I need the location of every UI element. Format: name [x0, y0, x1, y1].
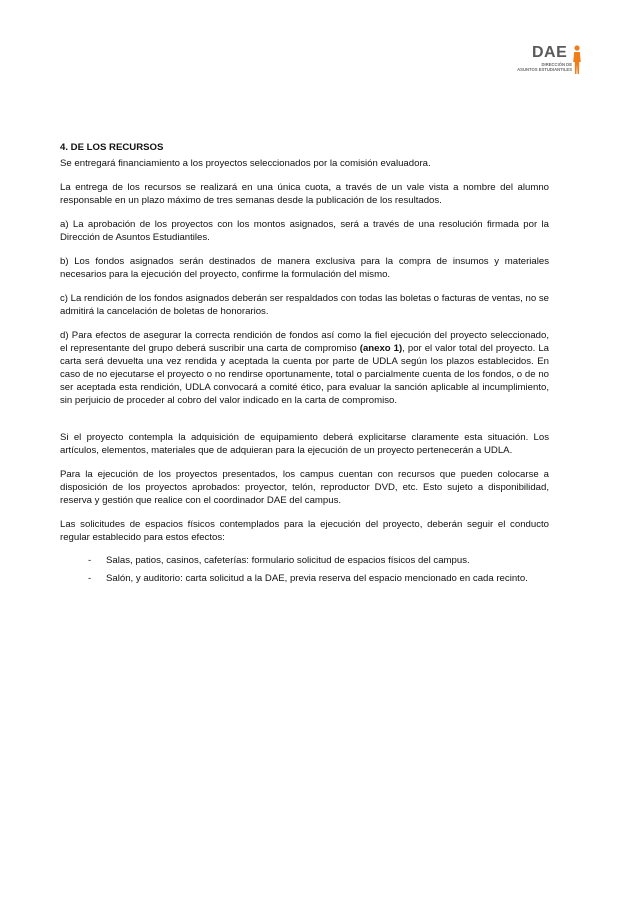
- list-item: [60, 554, 549, 567]
- document-body: [60, 141, 549, 585]
- paragraph-d: [60, 329, 549, 407]
- person-figure-icon: [572, 45, 582, 75]
- section-title: 4. DE LOS RECURSOS: [60, 142, 164, 153]
- logo-abbr: DAE: [532, 44, 568, 61]
- logo-line-1: DIRECCIÓN DE: [541, 62, 572, 67]
- bullet-marker: -: [88, 573, 92, 584]
- dae-logo: [506, 44, 588, 78]
- physical-spaces-paragraph: Las solicitudes de espacios físicos contemplados para la ejecución del proyecto, deberán seguir el conducto regular establecido para estos efectos:: [60, 519, 549, 543]
- list-item-text: Salón, y auditorio: carta solicitud a la DAE, previa reserva del espacio mencionado en cada recinto.: [106, 573, 528, 584]
- paragraph-b: b) Los fondos asignados serán destinados de manera exclusiva para la compra de insumos y materiales necesarios para la ejecución del proyecto, confirme la formulación del mismo.: [60, 256, 549, 280]
- paragraph-d-start: d) Para efectos de asegurar la correcta rendición de fondos así como la fiel ejecución del proyecto seleccionado, el representante del grupo deberá suscribir una carta de compromiso: [60, 330, 549, 354]
- campus-resources-paragraph: Para la ejecución de los proyectos presentados, los campus cuentan con recursos que pueden colocarse a disposición de los proyectos aprobados: proyector, telón, reproductor DVD, etc. Esto sujeto a disponibilidad, reserva y gestión que realice con el coordinador DAE del campus.: [60, 469, 549, 506]
- bullet-marker: -: [88, 555, 92, 566]
- equipment-paragraph: Si el proyecto contempla la adquisición de equipamiento deberá explicitarse claramente esta situación. Los artículos, elementos, materiales que de adquieran para la ejecución de un proyecto pertenecerán a UDLA.: [60, 432, 549, 456]
- list-item-text: Salas, patios, casinos, cafeterías: formulario solicitud de espacios físicos del campus.: [106, 555, 470, 566]
- list-item: [60, 572, 549, 585]
- delivery-paragraph: La entrega de los recursos se realizará en una única cuota, a través de un vale vista a nombre del alumno responsable en un plazo máximo de tres semanas desde la publicación de los resultados.: [60, 182, 549, 206]
- annex-reference: (anexo 1): [359, 343, 403, 354]
- paragraph-a: a) La aprobación de los proyectos con los montos asignados, será a través de una resolución firmada por la Dirección de Asuntos Estudiantiles.: [60, 219, 549, 243]
- paragraph-d-end: , por el valor total del proyecto. La carta será devuelta una vez rendida y aceptada la cuenta por parte de UDLA según los plazos establecidos. En caso de no ejecutarse el proyecto o no rendirse oportunamente, total o parcialmente cuenta de los fondos, o de no ser aceptada esta rendición, UDLA convocará a comité ético, para evaluar la sanción aplicable al incumplimiento, sin perjuicio de proceder al cobro del valor indicado en la carta de compromiso.: [60, 343, 549, 406]
- paragraph-c: c) La rendición de los fondos asignados deberán ser respaldados con todas las boletas o facturas de ventas, no se admitirá la cancelación de boletas de honorarios.: [60, 293, 549, 317]
- intro-paragraph: Se entregará financiamiento a los proyectos seleccionados por la comisión evaluadora.: [60, 158, 431, 169]
- spaces-list: [60, 554, 549, 585]
- logo-line-2: ASUNTOS ESTUDIANTILES: [517, 67, 572, 72]
